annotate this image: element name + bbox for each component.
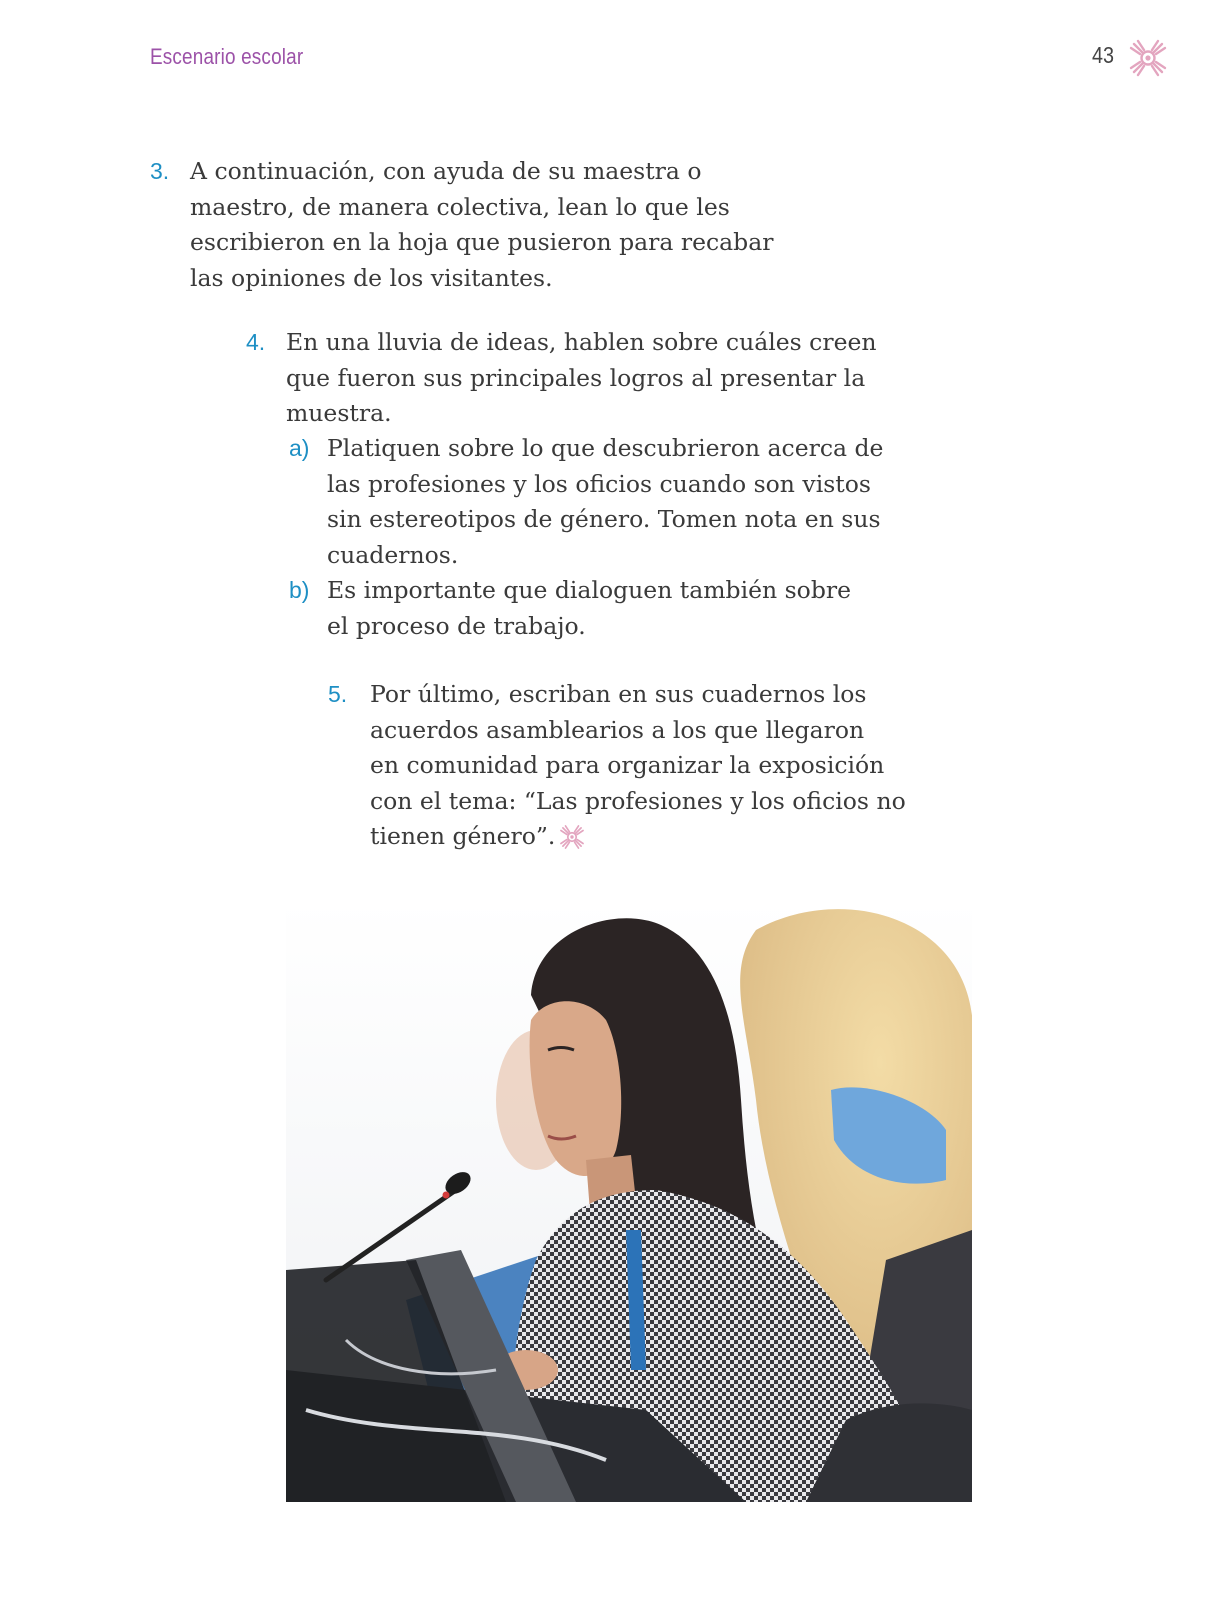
item-text — [286, 325, 926, 432]
text-line: en comunidad para organizar la exposición — [370, 751, 885, 779]
text-line: escribieron en la hoja que pusieron para recabar — [190, 228, 774, 256]
text-line: Por último, escriban en sus cuadernos los — [370, 680, 867, 708]
text-line: que fueron sus principales logros al presentar la — [286, 363, 866, 392]
text-line: En una lluvia de ideas, hablen sobre cuáles creen — [286, 328, 877, 356]
text-line: sin estereotipos de género. Tomen nota en sus — [327, 505, 881, 533]
text-line: las profesiones y los oficios cuando son vistos — [327, 469, 871, 498]
running-header-title: Escenario escolar — [150, 44, 304, 69]
item-number: 5. — [328, 681, 348, 707]
text-line: A continuación, con ayuda de su maestra o — [190, 157, 702, 185]
text-line: Es importante que dialoguen también sobre — [327, 576, 851, 604]
subitem-letter: a) — [289, 435, 310, 461]
subitem-text — [327, 573, 927, 644]
section-end-ornament-icon — [559, 824, 585, 850]
woman-speaking-at-microphone-photo — [286, 900, 972, 1502]
subitem-letter: b) — [289, 577, 310, 603]
text-line: tienen género”. — [370, 822, 556, 850]
item-text — [370, 677, 1010, 855]
text-line: las opiniones de los visitantes. — [190, 263, 553, 292]
page-number: 43 — [1092, 42, 1115, 68]
text-line: cuadernos. — [327, 540, 459, 569]
text-line: maestro, de manera colectiva, lean lo que les — [190, 192, 730, 221]
text-line: Platiquen sobre lo que descubrieron acerca de — [327, 434, 884, 462]
item-number: 3. — [150, 158, 170, 184]
item-number: 4. — [246, 329, 266, 355]
text-line-last — [370, 819, 1010, 855]
item-text — [190, 154, 830, 296]
text-line: con el tema: “Las profesiones y los oficios no — [370, 786, 906, 815]
subitem-text — [327, 431, 927, 573]
text-line: muestra. — [286, 399, 392, 427]
text-line: acuerdos asamblearios a los que llegaron — [370, 715, 865, 744]
tenango-star-ornament-icon — [1128, 38, 1168, 78]
photo-illustration — [286, 900, 972, 1502]
text-line: el proceso de trabajo. — [327, 611, 586, 640]
